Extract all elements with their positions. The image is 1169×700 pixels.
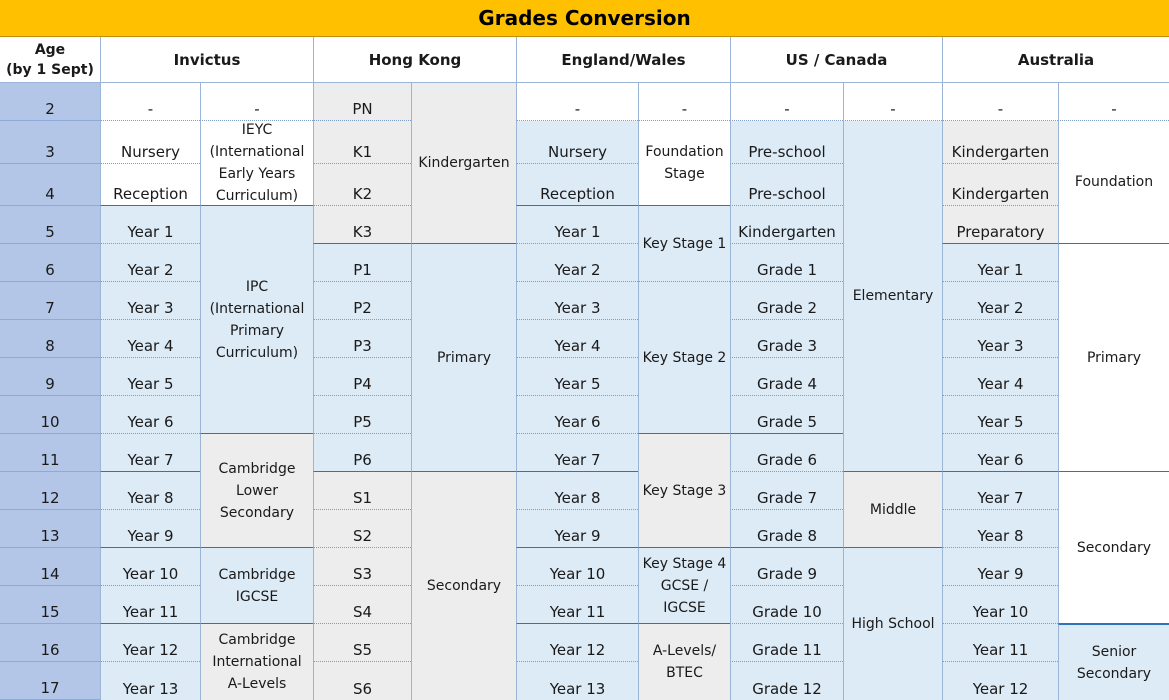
ew-year: Year 7 xyxy=(516,434,638,472)
ew-stage-ks1: Key Stage 1 xyxy=(638,206,730,282)
invictus-year: Year 9 xyxy=(100,510,200,548)
au-stage-senior-secondary: Senior Secondary xyxy=(1058,624,1169,700)
us-stage: - xyxy=(843,83,942,121)
au-year: Year 5 xyxy=(942,396,1058,434)
us-stage-high-school: High School xyxy=(843,548,942,700)
header-hong-kong: Hong Kong xyxy=(313,37,516,83)
age-cell: 2 xyxy=(0,83,100,121)
ew-year: Year 2 xyxy=(516,244,638,282)
ew-year: Year 12 xyxy=(516,624,638,662)
hk-grade: K2 xyxy=(313,164,411,206)
au-year: Year 6 xyxy=(942,434,1058,472)
ew-year: Year 8 xyxy=(516,472,638,510)
ew-stage-ks4: Key Stage 4 GCSE / IGCSE xyxy=(638,548,730,624)
hk-grade: S3 xyxy=(313,548,411,586)
ew-year: - xyxy=(516,83,638,121)
ew-year: Year 6 xyxy=(516,396,638,434)
ew-year: Year 11 xyxy=(516,586,638,624)
age-cell: 3 xyxy=(0,121,100,164)
invictus-year: Year 12 xyxy=(100,624,200,662)
invictus-year: - xyxy=(100,83,200,121)
ew-year: Year 13 xyxy=(516,662,638,700)
ew-stage-alevels: A-Levels/ BTEC xyxy=(638,624,730,700)
au-year: Year 2 xyxy=(942,282,1058,320)
hk-grade: P6 xyxy=(313,434,411,472)
invictus-year: Year 3 xyxy=(100,282,200,320)
age-cell: 7 xyxy=(0,282,100,320)
hk-grade: S4 xyxy=(313,586,411,624)
age-cell: 11 xyxy=(0,434,100,472)
ew-year: Nursery xyxy=(516,121,638,164)
au-year: Year 1 xyxy=(942,244,1058,282)
hk-grade: S6 xyxy=(313,662,411,700)
invictus-year: Nursery xyxy=(100,121,200,164)
au-year: Kindergarten xyxy=(942,121,1058,164)
age-cell: 4 xyxy=(0,164,100,206)
us-grade: Pre-school xyxy=(730,121,843,164)
hk-grade: PN xyxy=(313,83,411,121)
au-year: Year 10 xyxy=(942,586,1058,624)
us-grade: Grade 7 xyxy=(730,472,843,510)
ew-stage-ks3: Key Stage 3 xyxy=(638,434,730,548)
invictus-stage-a-levels: Cambridge International A-Levels xyxy=(200,624,313,700)
ew-stage: - xyxy=(638,83,730,121)
hk-grade: S5 xyxy=(313,624,411,662)
invictus-stage-ipc: IPC (International Primary Curriculum) xyxy=(200,206,313,434)
hk-grade: P2 xyxy=(313,282,411,320)
au-year: Year 7 xyxy=(942,472,1058,510)
invictus-year: Year 8 xyxy=(100,472,200,510)
us-grade: Grade 2 xyxy=(730,282,843,320)
au-stage: - xyxy=(1058,83,1169,121)
header-australia: Australia xyxy=(942,37,1169,83)
invictus-year: Year 2 xyxy=(100,244,200,282)
invictus-year: Year 1 xyxy=(100,206,200,244)
ew-year: Year 3 xyxy=(516,282,638,320)
au-year: Kindergarten xyxy=(942,164,1058,206)
us-grade: - xyxy=(730,83,843,121)
hk-stage-primary: Primary xyxy=(411,244,516,472)
au-stage-primary: Primary xyxy=(1058,244,1169,472)
hk-grade: P1 xyxy=(313,244,411,282)
us-grade: Grade 1 xyxy=(730,244,843,282)
us-grade: Grade 3 xyxy=(730,320,843,358)
ew-year: Year 10 xyxy=(516,548,638,586)
us-grade: Grade 11 xyxy=(730,624,843,662)
au-year: Year 11 xyxy=(942,624,1058,662)
au-year: Year 12 xyxy=(942,662,1058,700)
us-grade: Grade 6 xyxy=(730,434,843,472)
header-us-canada: US / Canada xyxy=(730,37,942,83)
invictus-stage-lower-secondary: Cambridge Lower Secondary xyxy=(200,434,313,548)
age-cell: 8 xyxy=(0,320,100,358)
age-cell: 5 xyxy=(0,206,100,244)
age-cell: 10 xyxy=(0,396,100,434)
hk-grade: S2 xyxy=(313,510,411,548)
header-invictus: Invictus xyxy=(100,37,313,83)
ew-year: Year 5 xyxy=(516,358,638,396)
invictus-year: Year 7 xyxy=(100,434,200,472)
us-grade: Grade 5 xyxy=(730,396,843,434)
invictus-year: Year 10 xyxy=(100,548,200,586)
hk-stage-secondary: Secondary xyxy=(411,472,516,700)
ew-year: Year 4 xyxy=(516,320,638,358)
au-year: Year 8 xyxy=(942,510,1058,548)
hk-grade: S1 xyxy=(313,472,411,510)
invictus-year: Year 13 xyxy=(100,662,200,700)
age-cell: 12 xyxy=(0,472,100,510)
age-cell: 9 xyxy=(0,358,100,396)
ew-year: Year 1 xyxy=(516,206,638,244)
ew-stage-foundation: Foundation Stage xyxy=(638,121,730,206)
hk-grade: P3 xyxy=(313,320,411,358)
invictus-stage-ieyc: IEYC (International Early Years Curriculum) xyxy=(200,121,313,206)
hk-grade: K3 xyxy=(313,206,411,244)
invictus-year: Year 5 xyxy=(100,358,200,396)
us-grade: Grade 9 xyxy=(730,548,843,586)
age-cell: 17 xyxy=(0,662,100,700)
us-stage-elementary: Elementary xyxy=(843,121,942,472)
us-grade: Grade 4 xyxy=(730,358,843,396)
hk-stage-kindergarten: Kindergarten xyxy=(411,83,516,244)
us-grade: Grade 8 xyxy=(730,510,843,548)
ew-year: Reception xyxy=(516,164,638,206)
us-grade: Grade 10 xyxy=(730,586,843,624)
age-cell: 16 xyxy=(0,624,100,662)
hk-grade: P4 xyxy=(313,358,411,396)
us-grade: Kindergarten xyxy=(730,206,843,244)
age-cell: 6 xyxy=(0,244,100,282)
age-cell: 13 xyxy=(0,510,100,548)
us-grade: Grade 12 xyxy=(730,662,843,700)
au-year: Year 3 xyxy=(942,320,1058,358)
ew-year: Year 9 xyxy=(516,510,638,548)
invictus-year: Reception xyxy=(100,164,200,206)
ew-stage-ks2: Key Stage 2 xyxy=(638,282,730,434)
us-stage-middle: Middle xyxy=(843,472,942,548)
us-grade: Pre-school xyxy=(730,164,843,206)
invictus-year: Year 6 xyxy=(100,396,200,434)
au-year: Year 4 xyxy=(942,358,1058,396)
au-year: - xyxy=(942,83,1058,121)
age-cell: 14 xyxy=(0,548,100,586)
au-stage-secondary: Secondary xyxy=(1058,472,1169,624)
invictus-stage-igcse: Cambridge IGCSE xyxy=(200,548,313,624)
invictus-year: Year 11 xyxy=(100,586,200,624)
au-stage-foundation: Foundation xyxy=(1058,121,1169,244)
age-cell: 15 xyxy=(0,586,100,624)
header-england-wales: England/Wales xyxy=(516,37,730,83)
hk-grade: K1 xyxy=(313,121,411,164)
invictus-year: Year 4 xyxy=(100,320,200,358)
au-year: Year 9 xyxy=(942,548,1058,586)
au-year: Preparatory xyxy=(942,206,1058,244)
header-age: Age (by 1 Sept) xyxy=(0,37,100,83)
page-title: Grades Conversion xyxy=(0,0,1169,37)
hk-grade: P5 xyxy=(313,396,411,434)
invictus-stage: - xyxy=(200,83,313,121)
